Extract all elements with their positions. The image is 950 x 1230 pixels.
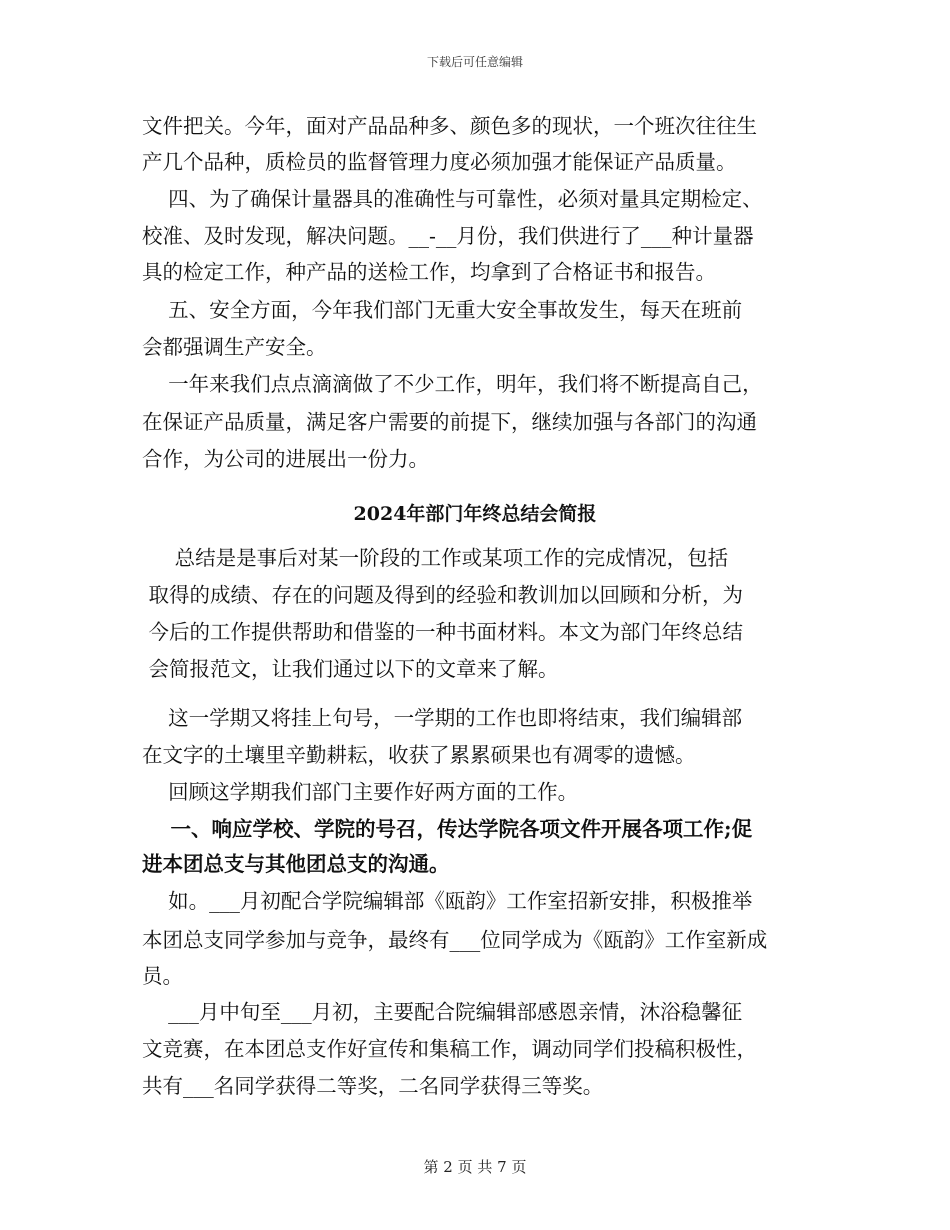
page-header: 下载后可任意编辑 (426, 55, 523, 69)
text-line: 校准、及时发现，解决问题。__-__月份，我们供进行了___种计量器 (142, 224, 754, 248)
document-title: 2024年部门年终总结会简报 (353, 503, 597, 525)
text-line: 四、为了确保计量器具的准确性与可靠性，必须对量具定期检定、 (142, 187, 763, 211)
text-line: 今后的工作提供帮助和借鉴的一种书面材料。本文为部门年终总结 (142, 620, 744, 644)
text-line: 文竞赛，在本团总支作好宣传和集稿工作，调动同学们投稿积极性， (142, 1037, 757, 1061)
text-line: 总结是是事后对某一阶段的工作或某项工作的完成情况，包括 (142, 546, 729, 570)
text-line: 如。___月初配合学院编辑部《瓯韵》工作室招新安排，积极推举 (142, 889, 753, 913)
text-line: 五、安全方面，今年我们部门无重大安全事故发生，每天在班前 (142, 298, 743, 322)
text-line: 这一学期又将挂上句号，一学期的工作也即将结束，我们编辑部 (142, 706, 743, 730)
page-footer: 第 2 页 共 7 页 (423, 1158, 527, 1176)
text-line: 共有___名同学获得二等奖，二名同学获得三等奖。 (142, 1074, 604, 1098)
text-line: 产几个品种，质检员的监督管理力度必须加强才能保证产品质量。 (142, 150, 737, 174)
text-line: 文件把关。今年，面对产品品种多、颜色多的现状，一个班次往往生 (142, 114, 757, 138)
text-line: 会都强调生产安全。 (142, 335, 327, 359)
text-line: 在保证产品质量，满足客户需要的前提下，继续加强与各部门的沟通 (142, 410, 757, 434)
text-line: 一年来我们点点滴滴做了不少工作，明年，我们将不断提高自己， (142, 372, 763, 396)
text-line: 回顾这学期我们部门主要作好两方面的工作。 (142, 780, 579, 804)
text-line: 本团总支同学参加与竞争，最终有___位同学成为《瓯韵》工作室新成 (142, 928, 768, 952)
text-line: 员。 (142, 964, 183, 988)
text-line: 合作，为公司的进展出一份力。 (142, 447, 429, 471)
text-line: 具的检定工作，种产品的送检工作，均拿到了合格证书和报告。 (142, 260, 716, 284)
text-line: 在文字的土壤里辛勤耕耘，收获了累累硕果也有凋零的遗憾。 (142, 743, 696, 767)
text-line: 取得的成绩、存在的问题及得到的经验和教训加以回顾和分析，为 (142, 583, 744, 607)
bold-text-line: 一、响应学校、学院的号召，传达学院各项文件开展各项工作;促 (142, 817, 753, 841)
text-line: 会简报范文，让我们通过以下的文章来了解。 (142, 657, 559, 681)
bold-text-line: 进本团总支与其他团总支的沟通。 (142, 852, 450, 876)
text-line: ___月中旬至___月初，主要配合院编辑部感恩亲情，沐浴稳馨征 (142, 1000, 743, 1024)
